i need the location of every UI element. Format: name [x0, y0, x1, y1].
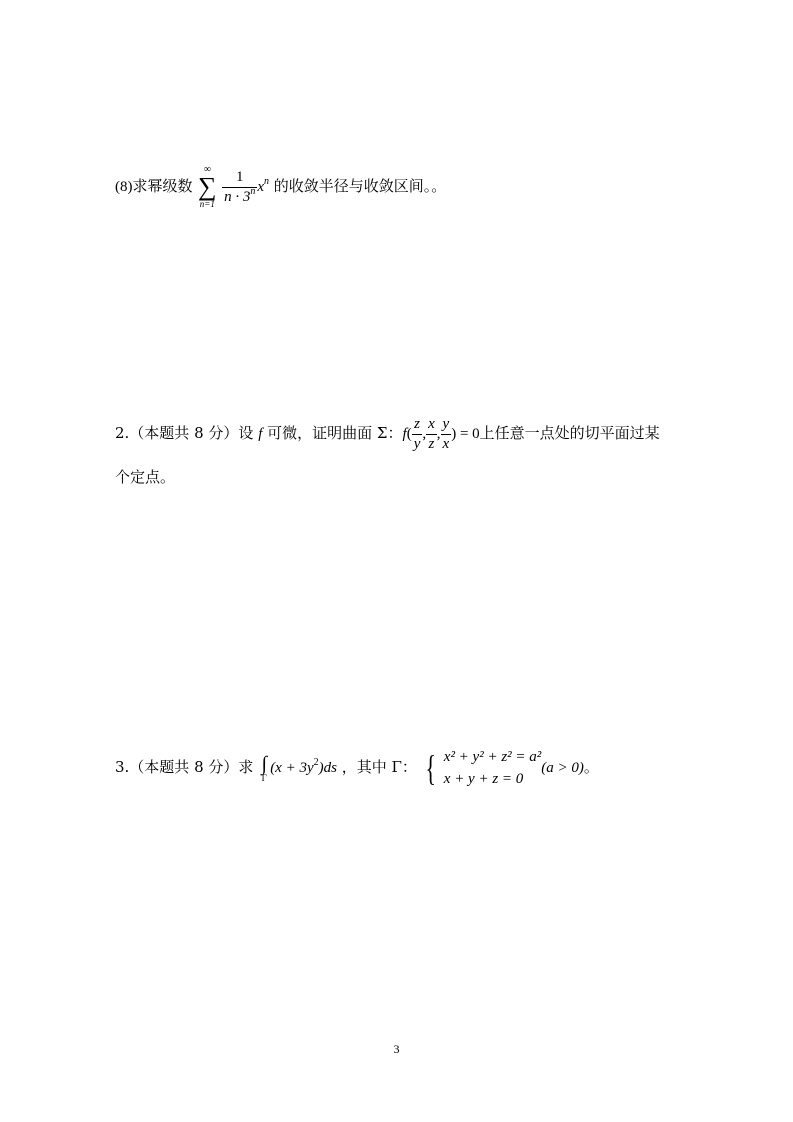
question-8-prefix: 求幂级数: [132, 177, 193, 195]
fraction-x-over-z: [426, 416, 437, 453]
summation-lower: n=1: [199, 199, 215, 209]
equation-plane: x + y + z = 0: [443, 771, 524, 787]
frac1-den: y: [413, 435, 421, 452]
question-2-label: 2.（本题共 8 分）设: [115, 424, 254, 442]
integrand: (x + 3y: [270, 760, 314, 776]
line-integral: [258, 754, 270, 783]
frac2-num: x: [428, 415, 435, 432]
function-f: f: [258, 426, 263, 442]
denominator-exponent: n: [250, 185, 256, 197]
surface-function: f: [402, 426, 407, 442]
question-8-suffix: 的收敛半径与收敛区间。。: [273, 177, 447, 195]
question-2-line2: 个定点。: [115, 468, 176, 486]
question-3: [115, 745, 599, 789]
summation-upper: ∞: [203, 164, 211, 175]
frac1-num: z: [414, 415, 420, 432]
fraction-y-over-x: [441, 416, 452, 453]
question-8-label: (8): [115, 179, 133, 195]
series-fraction: [222, 169, 257, 206]
question-3-label: 3.（本题共 8 分）求: [115, 758, 254, 776]
denominator-base: n · 3: [224, 188, 251, 205]
integral-subscript: Γ: [261, 772, 267, 783]
fraction-denominator: [222, 187, 257, 206]
close-paren-equals: ) = 0: [451, 426, 480, 442]
question-3-end: 。: [583, 758, 599, 776]
condition: (a > 0): [541, 760, 584, 776]
frac2-den: z: [426, 434, 437, 453]
summation-sign: ∑: [198, 172, 217, 201]
integrand-end: )ds: [318, 760, 337, 776]
question-2: 2.（本题共 8 分）设 f 可微，证明曲面 Σ：f( $\frac{z}{y}$ , $\frac{x}{z}$ , $\frac{y}{x}$ ) = 0上任意一点处的切平面过某: [115, 415, 660, 452]
integral-sign: ∫: [261, 752, 267, 775]
fraction-z-over-y: [412, 416, 423, 453]
question-3-mid: ，其中 Γ：: [341, 758, 417, 776]
series-variable: x: [257, 179, 264, 195]
series-variable-exponent: n: [264, 176, 269, 187]
summation: [197, 165, 217, 209]
fraction-numerator: 1: [235, 168, 244, 185]
question-2-mid: 可微，证明曲面 Σ：: [267, 424, 403, 442]
page-number: 3: [393, 1042, 400, 1056]
frac3-den: x: [442, 435, 450, 452]
question-2-suffix: 上任意一点处的切平面过某: [479, 424, 660, 442]
integrand-exponent: 2: [313, 757, 319, 768]
question-8: [115, 162, 446, 210]
frac3-num: y: [442, 415, 450, 432]
equation-system: [444, 746, 542, 790]
system-brace: {: [425, 748, 436, 788]
equation-sphere: x² + y² + z² = a²: [443, 749, 542, 765]
open-paren: (: [406, 426, 412, 442]
